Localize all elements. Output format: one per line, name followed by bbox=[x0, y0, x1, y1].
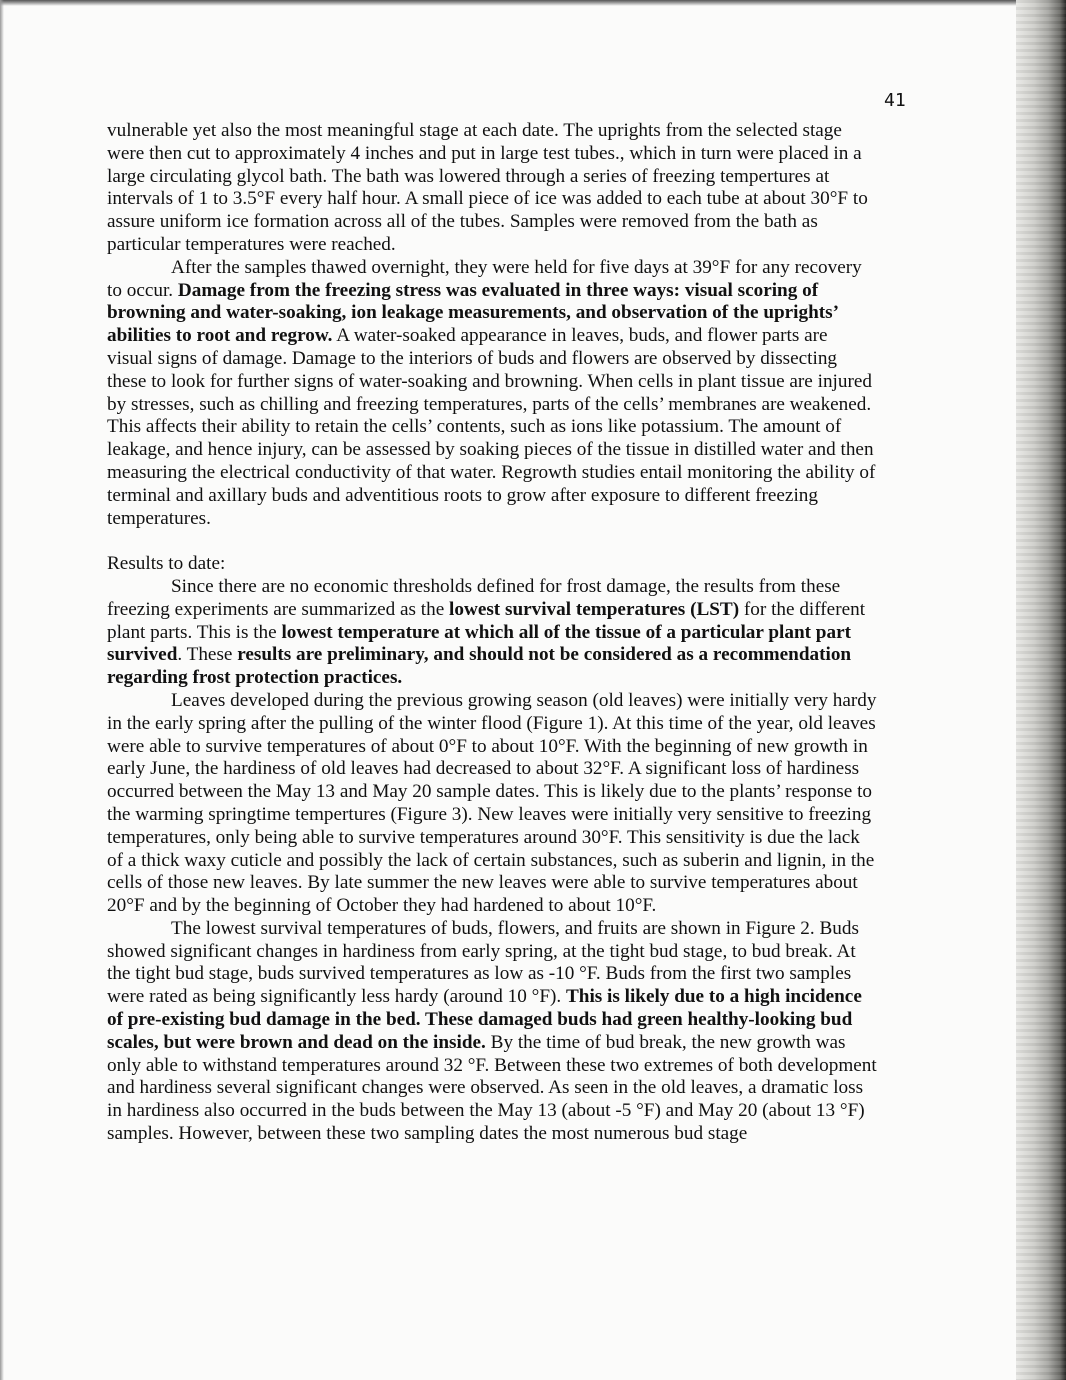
paragraph bbox=[107, 690, 877, 918]
paragraph bbox=[107, 918, 877, 1146]
scan-top-edge bbox=[0, 0, 1066, 6]
bold-text-segment: lowest survival temperatures (LST) bbox=[449, 598, 740, 620]
section-heading bbox=[107, 553, 877, 576]
document-body bbox=[107, 120, 877, 1146]
text-segment: Results to date: bbox=[107, 553, 226, 575]
text-segment: Since there are no economic thresholds defined for frost damage, the results from these freezing experiments are summarized as the bbox=[107, 575, 841, 620]
paragraph bbox=[107, 257, 877, 531]
text-segment: vulnerable yet also the most meaningful stage at each date. The uprights from the selected stage were then cut to approximately 4 inches and put in large test tubes., which in turn were placed in a large circulating glycol bath. The bath was lowered through a series of freezing tempertures at intervals of 1 to 3.5°F every half hour. A small piece of ice was added to each tube at about 30°F to assure uniform ice formation across all of the tubes. Samples were removed from the bath as particular temperatures were reached. bbox=[107, 120, 868, 255]
bold-text-segment: lowest temperature at which all of the tissue of a particular plant part survived bbox=[107, 621, 851, 666]
scan-left-edge bbox=[0, 0, 4, 1380]
text-segment: . These bbox=[177, 644, 238, 666]
bold-text-segment: Damage from the freezing stress was evaluated in three ways: visual scoring of browning and water-soaking, ion leakage measurements, and observation of the uprights’ abilities to root and regrow. bbox=[107, 279, 838, 347]
bold-text-segment: This is likely due to a high incidence of pre-existing bud damage in the bed. These damaged buds had green healthy-looking bud scales, but were brown and dead on the inside. bbox=[107, 986, 862, 1053]
bold-text-segment: results are preliminary, and should not be considered as a recommendation regarding frost protection practices. bbox=[107, 644, 852, 689]
text-segment: The lowest survival temperatures of buds, flowers, and fruits are shown in Figure 2. Buds showed significant changes in hardiness from early spring, at the tight bud stage, to bud break. At the tight bud stage, buds survived temperatures as low as -10 °F. Buds from the first two samples were rated as being significantly less hardy (around 10 °F). bbox=[107, 917, 859, 1008]
page-number: 41 bbox=[884, 90, 906, 111]
text-segment: By the time of bud break, the new growth was only able to withstand temperatures around 32 °F. Between these two extremes of both development and hardiness several significant changes were observed. As seen in the old leaves, a dramatic loss in hardiness also occurred in the buds between the May 13 (about -5 °F) and May 20 (about 13 °F) samples. However, between these two sampling dates the most numerous bud stage bbox=[107, 1031, 877, 1145]
paragraph bbox=[107, 576, 877, 690]
text-segment: Leaves developed during the previous growing season (old leaves) were initially very hardy in the early spring after the pulling of the winter flood (Figure 1). At this time of the year, old leaves were able to survive temperatures of about 0°F to about 10°F. With the beginning of new growth in early June, the hardiness of old leaves had decreased to about 32°F. A significant loss of hardiness occurred between the May 13 and May 20 sample dates. This is likely due to the plants’ response to the warming springtime tempertures (Figure 3). New leaves were initially very sensitive to freezing temperatures, only being able to survive temperatures around 30°F. This sensitivity is due the lack of a thick waxy cuticle and possibly the lack of certain substances, such as suberin and lignin, in the cells of those new leaves. By late summer the new leaves were able to survive temperatures about 20°F and by the beginning of October they had hardened to about 10°F. bbox=[107, 689, 877, 917]
paragraph bbox=[107, 120, 877, 257]
text-segment: for the different plant parts. This is the bbox=[107, 598, 866, 643]
text-segment: A water-soaked appearance in leaves, buds, and flower parts are visual signs of damage. Damage to the interiors of buds and flowers are observed by dissecting these to look for further signs of water-soaking and browning. When cells in plant tissue are injured by stresses, such as chilling and freezing temperatures, parts of the cells’ membranes are weakened. This affects their ability to retain the cells’ contents, such as ions like potassium. The amount of leakage, and hence injury, can be assessed by soaking pieces of the tissue in distilled water and then measuring the electrical conductivity of that water. Regrowth studies entail monitoring the ability of terminal and axillary buds and adventitious roots to grow after exposure to different freezing temperatures. bbox=[107, 325, 876, 529]
scan-binding-edge bbox=[1016, 0, 1066, 1380]
text-segment: After the samples thawed overnight, they were held for five days at 39°F for any recovery to occur. bbox=[107, 256, 862, 301]
